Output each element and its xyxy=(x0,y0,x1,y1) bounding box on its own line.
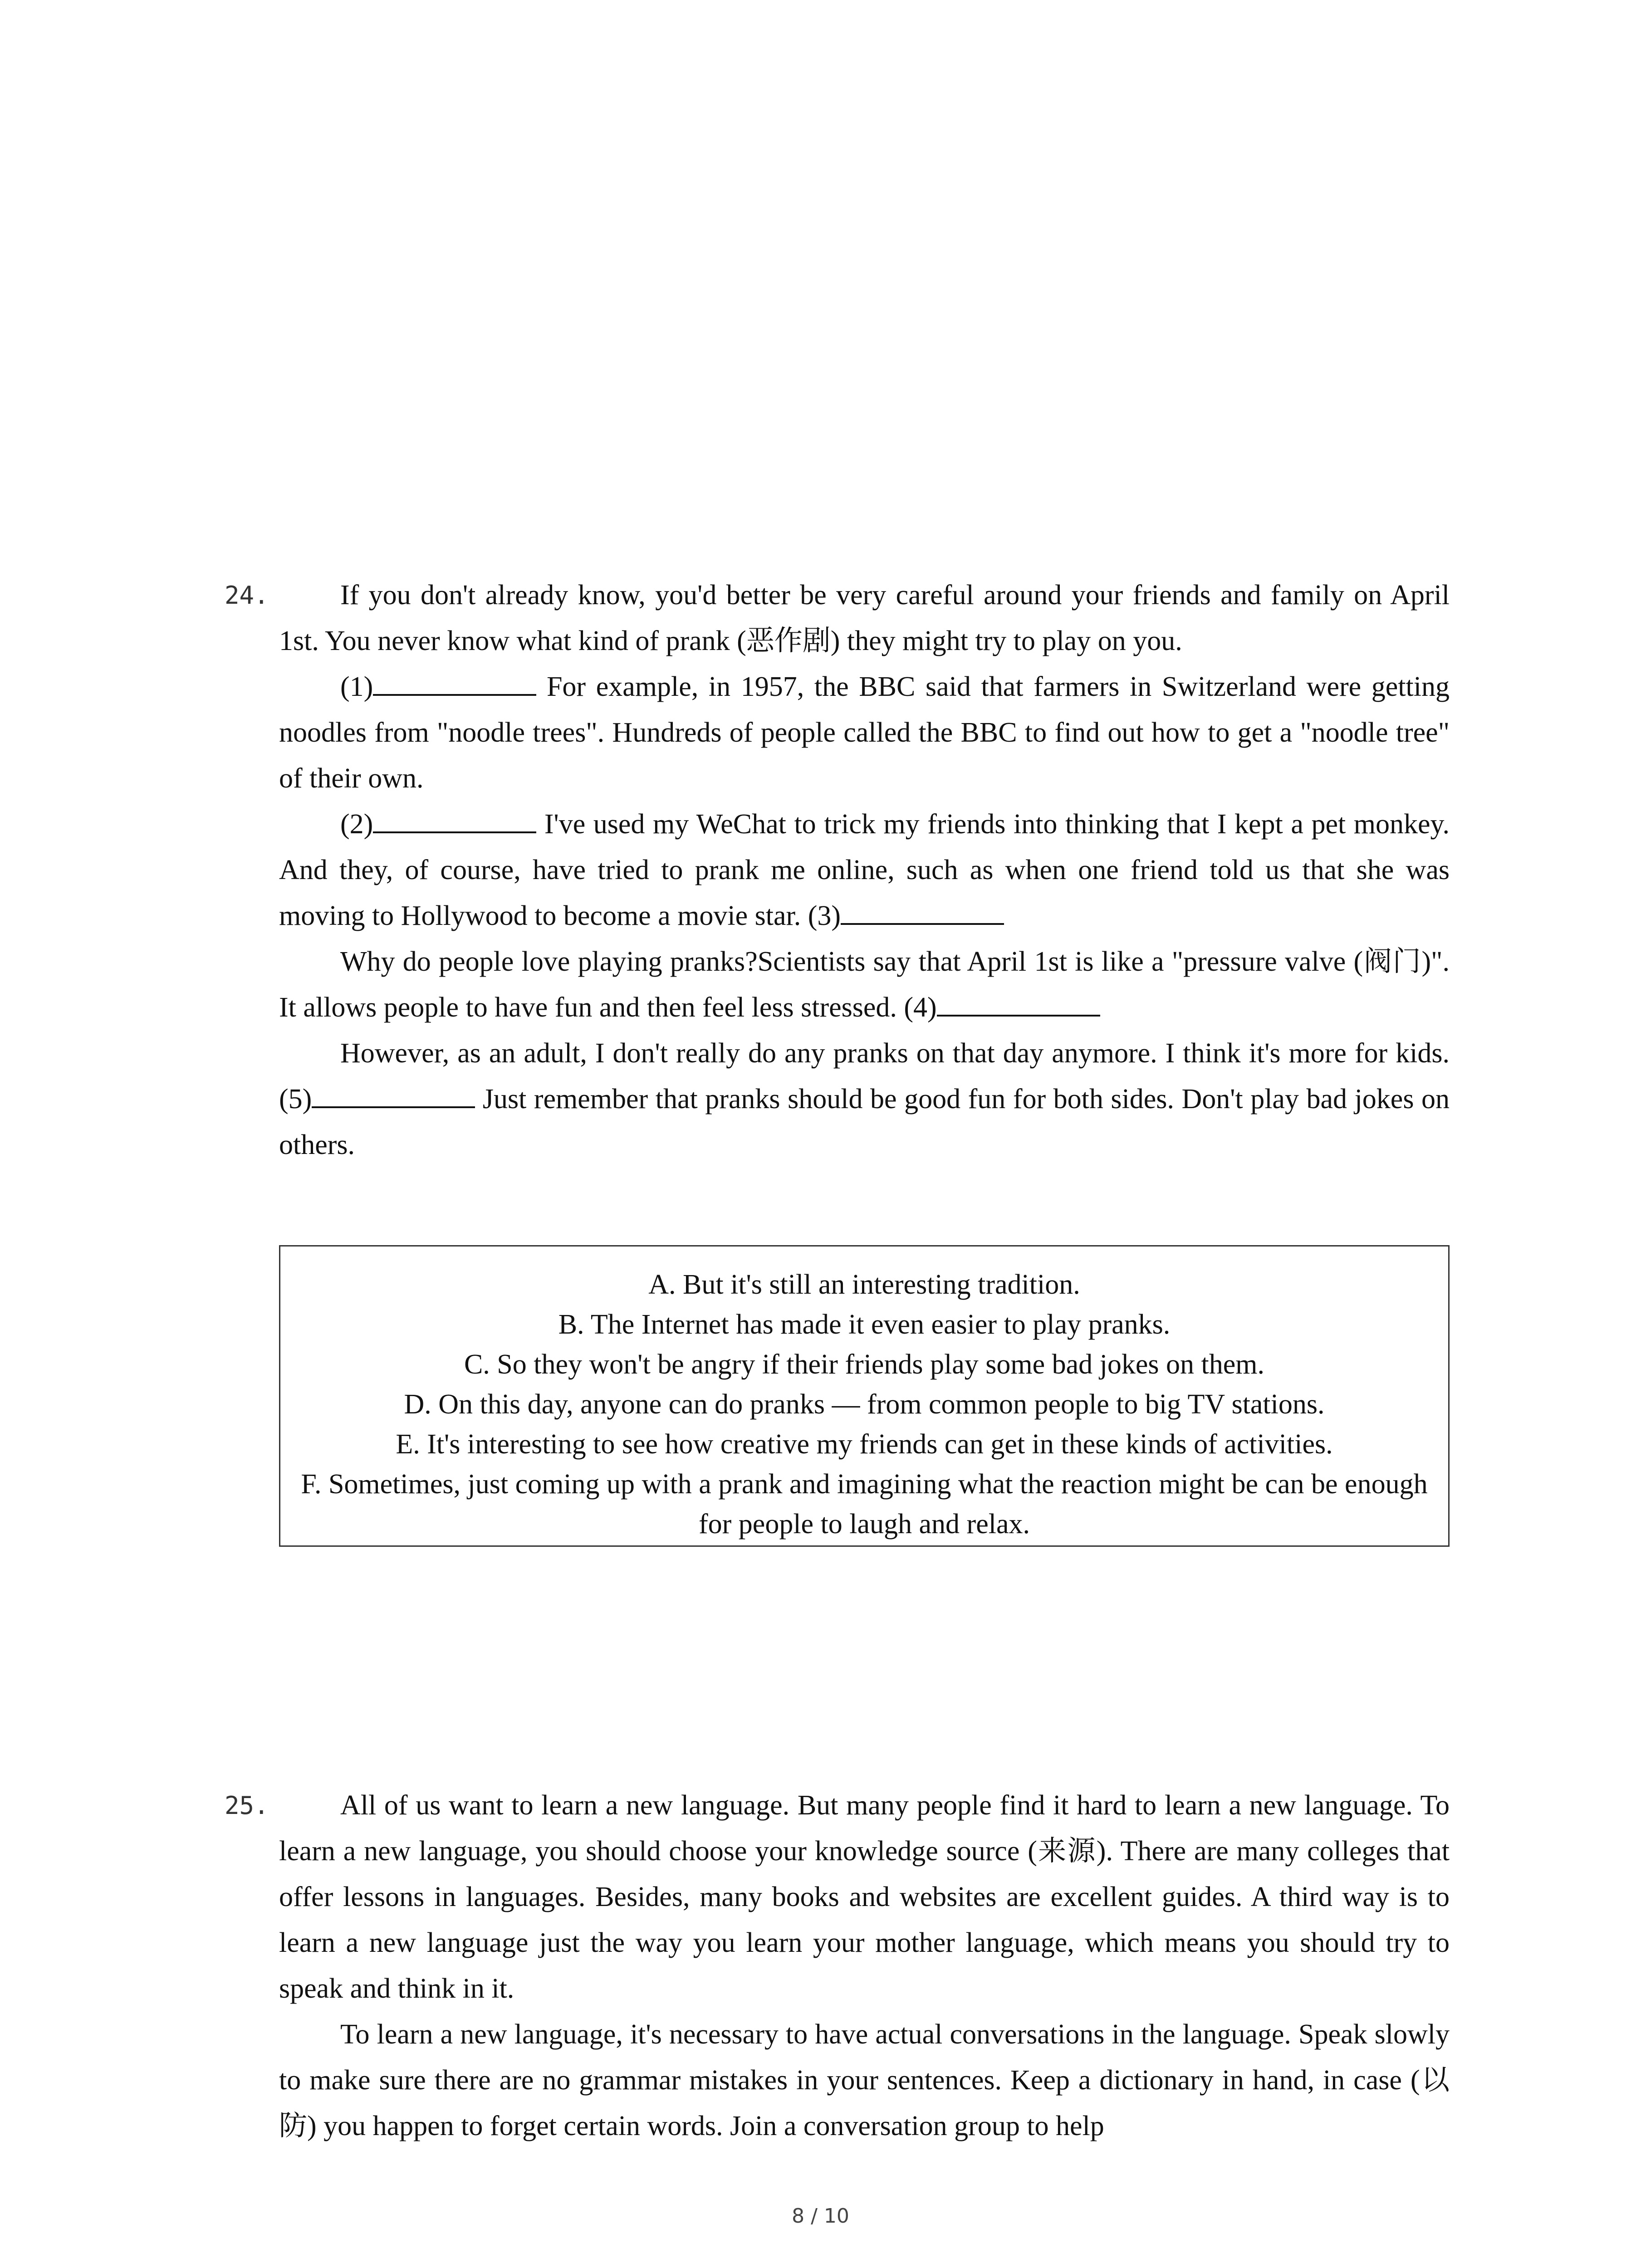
paragraph-3-text: I've used my WeChat to trick my friends into thinking that I kept a pet monkey. And they, of course, have tried to prank me online, such as when one friend told us that she was moving to Hollywood to become a movie star. (3) xyxy=(279,809,1450,931)
paragraph-2: To learn a new language, it's necessary to have actual conversations in the language. Speak slowly to make sure there are no grammar mistakes in your sentences. Keep a dictionary in hand, in case (以防) you happen to forget certain words. Join a conversation group to help xyxy=(279,2019,1450,2141)
blank-label-2: (2) xyxy=(340,809,373,840)
page-indicator: 8 / 10 xyxy=(792,2204,849,2228)
paragraph-5 xyxy=(279,1031,1450,1168)
question-24 xyxy=(225,572,1450,1168)
options-box xyxy=(279,1245,1450,1547)
paragraph-3 xyxy=(279,802,1450,939)
question-body xyxy=(279,1783,1450,2149)
option-a: A. But it's still an interesting tradition. xyxy=(648,1269,1080,1300)
answer-blank-5[interactable] xyxy=(312,1079,475,1108)
option-f: F. Sometimes, just coming up with a prank and imagining what the reaction might be can be enough for people to laugh and relax. xyxy=(301,1469,1428,1540)
answer-blank-2[interactable] xyxy=(373,804,536,833)
blank-label-1: (1) xyxy=(340,671,373,702)
option-d: D. On this day, anyone can do pranks — from common people to big TV stations. xyxy=(404,1389,1325,1420)
option-c: C. So they won't be angry if their friends play some bad jokes on them. xyxy=(464,1349,1265,1380)
question-25 xyxy=(225,1783,1450,2149)
paragraph-5-tail: Just remember that pranks should be good fun for both sides. Don't play bad jokes on others. xyxy=(279,1084,1450,1160)
paragraph-2 xyxy=(279,664,1450,802)
paragraph-2-text: For example, in 1957, the BBC said that farmers in Switzerland were getting noodles from "noodle trees". Hundreds of people called the BBC to find out how to get a "noodle tree" of their own. xyxy=(279,671,1450,794)
question-number: 25. xyxy=(225,1791,269,1820)
paragraph-4-text: Why do people love playing pranks?Scientists say that April 1st is like a "pressure valve (阀门)". It allows people to have fun and then feel less stressed. (4) xyxy=(279,946,1450,1023)
option-e: E. It's interesting to see how creative my friends can get in these kinds of activities. xyxy=(396,1429,1333,1460)
paragraph-1: If you don't already know, you'd better be very careful around your friends and family on April 1st. You never know what kind of prank (恶作剧) they might try to play on you. xyxy=(279,580,1450,656)
paragraph-4 xyxy=(279,939,1450,1031)
paragraph-1: All of us want to learn a new language. But many people find it hard to learn a new language. To learn a new language, you should choose your knowledge source (来源). There are many colleges that offer lessons in languages. Besides, many books and websites are excellent guides. A third way is to learn a new language just the way you learn your mother language, which means you should try to speak and think in it. xyxy=(279,1790,1450,2004)
answer-blank-1[interactable] xyxy=(373,667,536,696)
question-number: 24. xyxy=(225,581,269,610)
option-b: B. The Internet has made it even easier to play pranks. xyxy=(558,1309,1171,1340)
question-body xyxy=(279,572,1450,1168)
answer-blank-4[interactable] xyxy=(937,987,1100,1017)
paragraph-5-text: However, as an adult, I don't really do any pranks on that day anymore. I think it's more for kids. (5) xyxy=(279,1038,1450,1114)
answer-blank-3[interactable] xyxy=(841,896,1004,925)
